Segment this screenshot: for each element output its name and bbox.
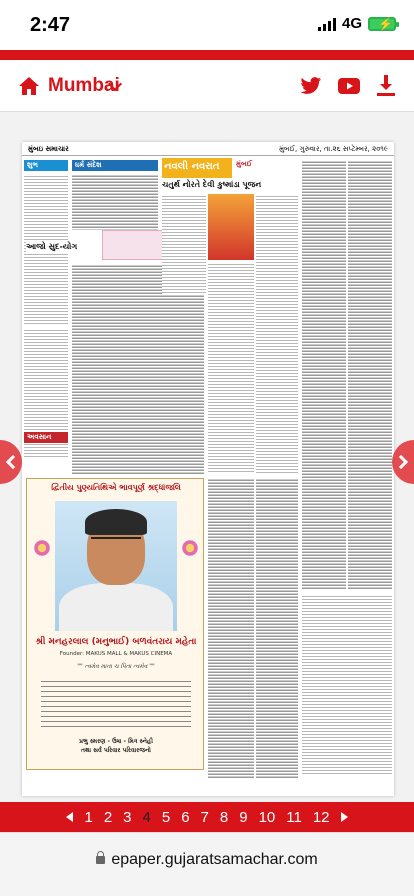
flower-decoration [33, 539, 51, 557]
text-column [256, 478, 298, 778]
feature-heading: ચતુર્થ નોરતે દેવી કુષ્માંડા પૂજન [162, 180, 297, 190]
page-link[interactable]: 8 [219, 808, 229, 826]
chevron-left-icon [6, 455, 20, 469]
memorial-advertisement [26, 478, 204, 770]
url-text: epaper.gujaratsamachar.com [111, 851, 318, 868]
next-page-button[interactable] [392, 440, 414, 484]
page-link[interactable]: 1 [84, 808, 93, 826]
goddess-image [208, 194, 254, 260]
text-column [256, 194, 298, 474]
signal-icon [318, 17, 336, 31]
browser-url-bar[interactable] [0, 832, 414, 896]
newspaper-page[interactable] [22, 142, 394, 796]
previous-page-button[interactable] [0, 440, 22, 484]
status-indicators [318, 15, 396, 32]
chevron-right-icon [394, 455, 408, 469]
battery-icon: ⚡ [368, 17, 396, 31]
ad-title: દ્વિતીય પુણ્યતિથિએ ભાવપૂર્ણ શ્રદ્ધાંજલિ [51, 483, 181, 492]
ad-footer-line: તથા સર્વ પરિવાર પરિવારજનો [81, 747, 151, 754]
page-link[interactable]: 5 [161, 808, 171, 826]
download-icon[interactable] [376, 75, 396, 97]
page-link[interactable]: 10 [258, 808, 276, 826]
flower-decoration [181, 539, 199, 557]
text-column [72, 174, 158, 230]
page-link[interactable]: 2 [103, 808, 113, 826]
lock-icon [96, 856, 105, 864]
text-column [302, 160, 346, 590]
page-link[interactable]: 12 [312, 808, 330, 826]
text-column [208, 262, 254, 474]
pagination [0, 802, 414, 832]
text-column [72, 264, 204, 474]
text-column [208, 478, 254, 778]
memorial-photo [55, 501, 177, 631]
ad-person-name: શ્રી મનહરલાલ (મનુભાઈ) બળવંતરાય મહેતા [35, 637, 197, 647]
text-column [162, 194, 206, 294]
column-label: ધર્મ સંદેશ [72, 160, 158, 171]
url-display[interactable] [0, 851, 414, 869]
twitter-icon[interactable] [300, 76, 322, 96]
page-link-current[interactable]: 4 [142, 808, 151, 826]
text-column [348, 160, 392, 590]
feature-title: નવલી નવરાત [164, 161, 220, 172]
network-label: 4G [341, 15, 362, 32]
next-page-arrow-icon[interactable] [341, 812, 348, 822]
column-label: અવસાન [24, 432, 68, 443]
city-selector[interactable]: Mumbai [48, 75, 120, 96]
home-icon[interactable] [18, 76, 40, 96]
status-bar [0, 0, 414, 50]
page-link[interactable]: 6 [181, 808, 190, 826]
masthead-tag: મુંબઈ [236, 160, 252, 168]
section-heading: આજો સુદ-યોગ [26, 242, 78, 251]
top-nav [0, 60, 414, 112]
page-link[interactable]: 11 [286, 808, 302, 826]
status-time: 2:47 [30, 14, 71, 36]
epaper-viewer[interactable] [0, 112, 414, 802]
ad-founder: Founder: MAKUS MALL & MAKUS CINEMA [59, 651, 173, 657]
prev-page-arrow-icon[interactable] [66, 812, 73, 822]
page-link[interactable]: 3 [123, 808, 132, 826]
ad-body-text [41, 677, 191, 727]
ad-quote: "" ત્વમેવ માતા ચ પિતા ત્વમેવ "" [77, 663, 155, 670]
youtube-icon[interactable] [338, 78, 360, 94]
text-column [302, 594, 392, 774]
page-header-left: મુંબઇ સમાચાર [28, 145, 69, 153]
page-link[interactable]: 9 [239, 808, 248, 826]
ad-footer-line: પ્રભુ સ્મરણ - ઉષા - મિત્ર સ્નેહી [79, 738, 153, 745]
ad-footer [27, 737, 205, 755]
page-header [22, 142, 394, 156]
brand-strip [0, 50, 414, 60]
column-label: શુભ [24, 160, 68, 171]
page-header-date: મુંબઈ, ગુરુવાર, તા.૨૬ સપ્ટેમ્બર, ૨૦૧૯ [279, 145, 388, 153]
page-link[interactable]: 7 [200, 808, 209, 826]
